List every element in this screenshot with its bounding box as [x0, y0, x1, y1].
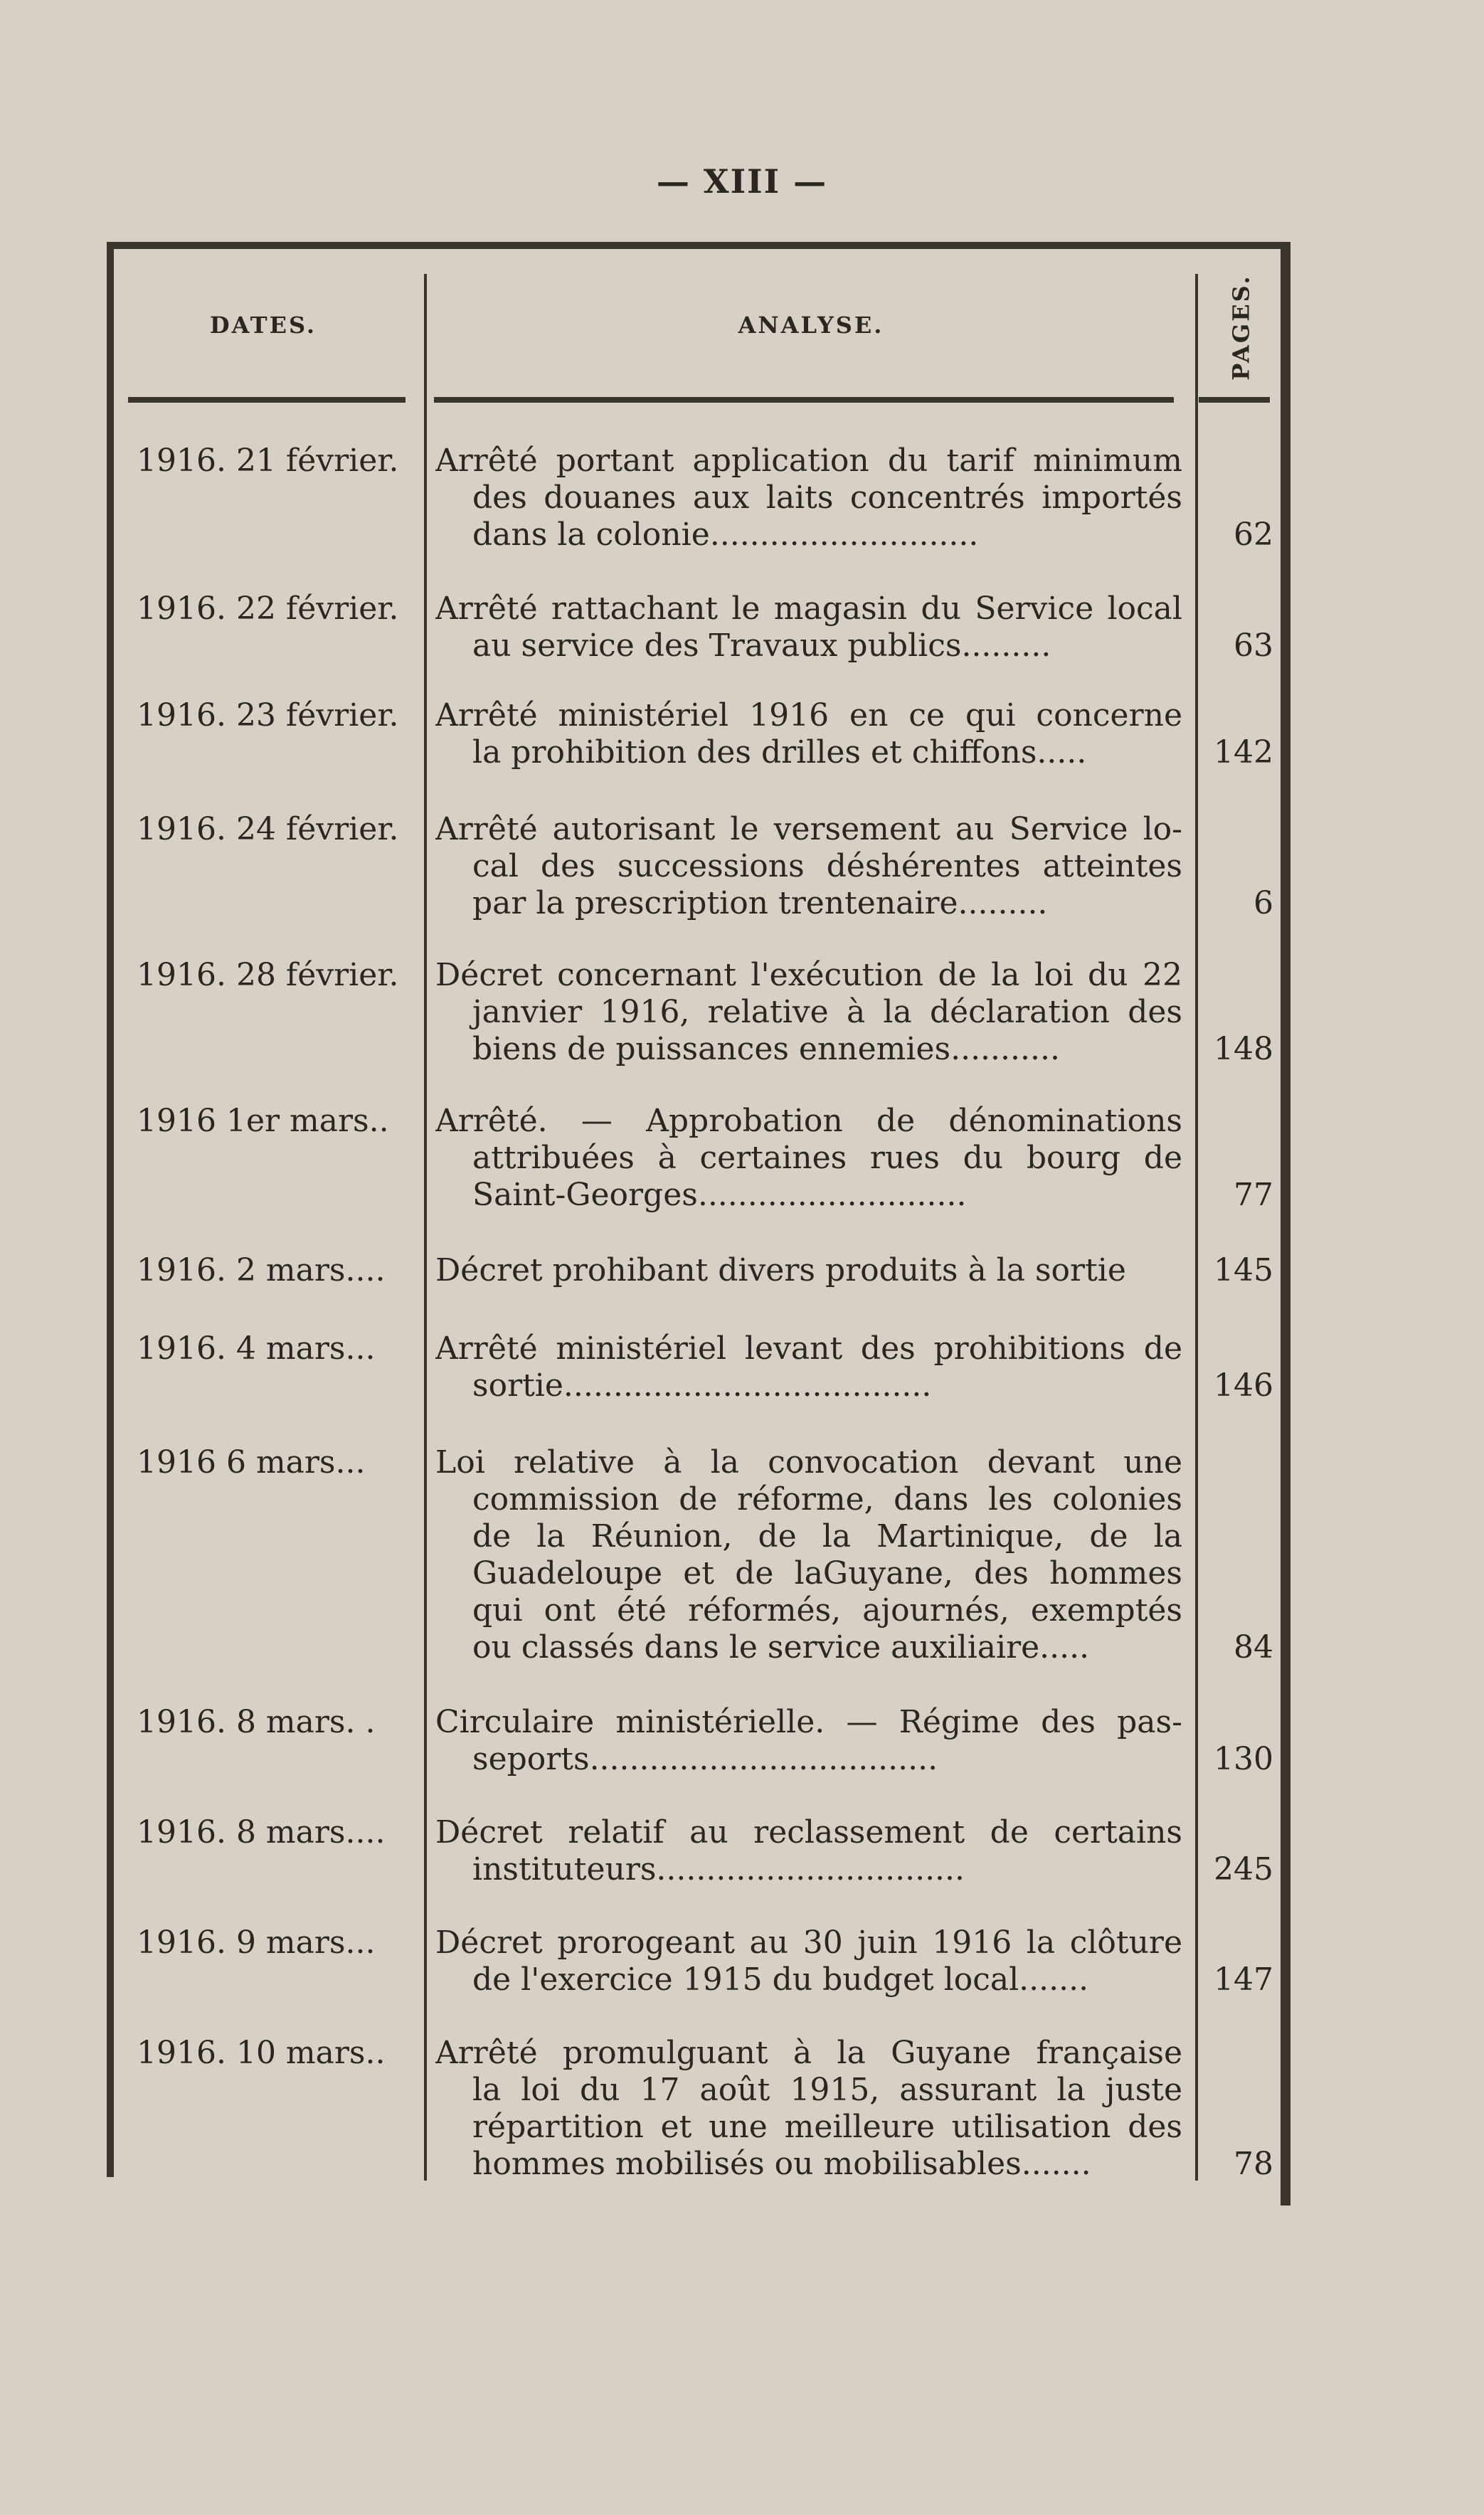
entry-analysis [435, 2035, 1182, 2183]
entry-analysis [435, 1330, 1182, 1404]
page-folio: — XIII — [656, 162, 828, 201]
table-left-border [107, 242, 114, 2177]
entry-page-number: 63 [1234, 628, 1273, 664]
entry-analysis-line: Arrêté. — Approbation de dénominations [435, 1103, 1182, 1139]
table-top-rule [107, 242, 1281, 249]
entry-page-number: 245 [1214, 1851, 1273, 1887]
entry-analysis-line: ou classés dans le service auxiliaire..... [472, 1629, 1090, 1666]
entry-analysis-line: la prohibition des drilles et chiffons..... [472, 734, 1087, 771]
entry-analysis-line: dans la colonie........................... [472, 517, 979, 553]
entry-analysis-line: au service des Travaux publics......... [472, 628, 1051, 664]
entry-analysis-line: attribuées à certaines rues du bourg de [472, 1140, 1182, 1176]
entry-page-number: 147 [1214, 1961, 1273, 1998]
entry-analysis-line: Décret prorogeant au 30 juin 1916 la clôture [435, 1924, 1182, 1961]
entry-analysis [435, 1252, 1182, 1289]
header-rule-pages [1199, 397, 1270, 403]
entry-page-number: 77 [1234, 1177, 1273, 1213]
entry-analysis-line: par la prescription trentenaire......... [472, 885, 1048, 921]
entry-analysis-line: Arrêté ministériel levant des prohibitions de [435, 1330, 1182, 1367]
entry-analysis [435, 1704, 1182, 1778]
entry-analysis-line: Décret concernant l'exécution de la loi du 22 [435, 957, 1182, 993]
entry-analysis-line: instituteurs............................... [472, 1851, 965, 1887]
entry-analysis-line: Décret prohibant divers produits à la sortie [435, 1252, 1126, 1288]
entry-analysis-line: biens de puissances ennemies........... [472, 1031, 1060, 1067]
entry-date: 1916. 24 février. [137, 811, 399, 847]
entry-analysis-line: Guadeloupe et de laGuyane, des hommes [472, 1555, 1182, 1592]
entry-analysis [435, 1444, 1182, 1666]
column-divider-dates [424, 274, 427, 2181]
entry-analysis-line: Arrêté autorisant le versement au Service lo- [435, 811, 1182, 847]
entry-date: 1916. 21 février. [137, 443, 399, 479]
entry-date: 1916. 4 mars... [137, 1330, 376, 1367]
entry-page-number: 62 [1234, 517, 1273, 553]
entry-analysis-line: de la Réunion, de la Martinique, de la [472, 1518, 1182, 1555]
entry-page-number: 78 [1234, 2146, 1273, 2182]
entry-date: 1916. 8 mars.... [137, 1814, 386, 1850]
entry-analysis-line: hommes mobilisés ou mobilisables....... [472, 2146, 1091, 2182]
entry-date: 1916 6 mars... [137, 1444, 366, 1481]
header-pages-cell [1209, 274, 1273, 381]
entry-date: 1916. 9 mars... [137, 1924, 376, 1961]
entry-date: 1916. 10 mars.. [137, 2035, 386, 2071]
entry-date: 1916 1er mars.. [137, 1103, 389, 1139]
entry-page-number: 130 [1214, 1741, 1273, 1777]
entry-analysis [435, 1103, 1182, 1214]
entry-analysis-line: Arrêté portant application du tarif minimum [435, 443, 1182, 479]
entry-analysis-line: Loi relative à la convocation devant une [435, 1444, 1182, 1481]
entry-analysis [435, 1924, 1182, 1998]
entry-analysis-line: Arrêté rattachant le magasin du Service local [435, 591, 1182, 627]
entry-date: 1916. 23 février. [137, 697, 399, 734]
entry-page-number: 145 [1214, 1252, 1273, 1288]
column-divider-pages [1195, 274, 1198, 2181]
entry-analysis [435, 811, 1182, 922]
entry-analysis-line: commission de réforme, dans les colonies [472, 1481, 1182, 1518]
entry-analysis-line: de l'exercice 1915 du budget local....... [472, 1961, 1089, 1998]
entry-analysis [435, 591, 1182, 665]
entry-analysis-line: Circulaire ministérielle. — Régime des pas- [435, 1704, 1182, 1740]
entry-date: 1916. 22 février. [137, 591, 399, 627]
entry-analysis-line: qui ont été réformés, ajournés, exemptés [472, 1592, 1182, 1629]
header-dates: DATES. [209, 312, 317, 339]
entry-analysis [435, 443, 1182, 554]
entry-analysis-line: Arrêté ministériel 1916 en ce qui concerne [435, 697, 1182, 734]
entry-date: 1916. 2 mars.... [137, 1252, 386, 1288]
entry-analysis-line: Décret relatif au reclassement de certains [435, 1814, 1182, 1850]
table-right-border [1281, 242, 1290, 2206]
entry-page-number: 6 [1254, 885, 1273, 921]
header-analyse: ANALYSE. [738, 312, 884, 339]
entry-analysis-line: sortie..................................... [472, 1367, 932, 1404]
entry-analysis [435, 697, 1182, 771]
entry-page-number: 84 [1234, 1629, 1273, 1666]
entry-analysis-line: seports................................... [472, 1741, 938, 1777]
header-pages: PAGES. [1228, 274, 1256, 381]
header-rule-analyse [434, 397, 1174, 403]
entry-analysis-line: Saint-Georges........................... [472, 1177, 967, 1213]
entry-analysis-line: la loi du 17 août 1915, assurant la juste [472, 2072, 1182, 2108]
entry-analysis-line: cal des successions déshérentes atteintes [472, 848, 1182, 884]
entry-analysis-line: Arrêté promulguant à la Guyane française [435, 2035, 1182, 2071]
entry-date: 1916. 8 mars. . [137, 1704, 376, 1740]
entry-analysis [435, 957, 1182, 1068]
entry-page-number: 146 [1214, 1367, 1273, 1404]
entry-analysis-line: répartition et une meilleure utilisation des [472, 2109, 1182, 2145]
entry-date: 1916. 28 février. [137, 957, 399, 993]
entry-analysis-line: janvier 1916, relative à la déclaration des [472, 994, 1182, 1030]
entry-analysis-line: des douanes aux laits concentrés importés [472, 480, 1182, 516]
entry-analysis [435, 1814, 1182, 1888]
entry-page-number: 148 [1214, 1031, 1273, 1067]
header-rule-dates [128, 397, 406, 403]
entry-page-number: 142 [1214, 734, 1273, 771]
